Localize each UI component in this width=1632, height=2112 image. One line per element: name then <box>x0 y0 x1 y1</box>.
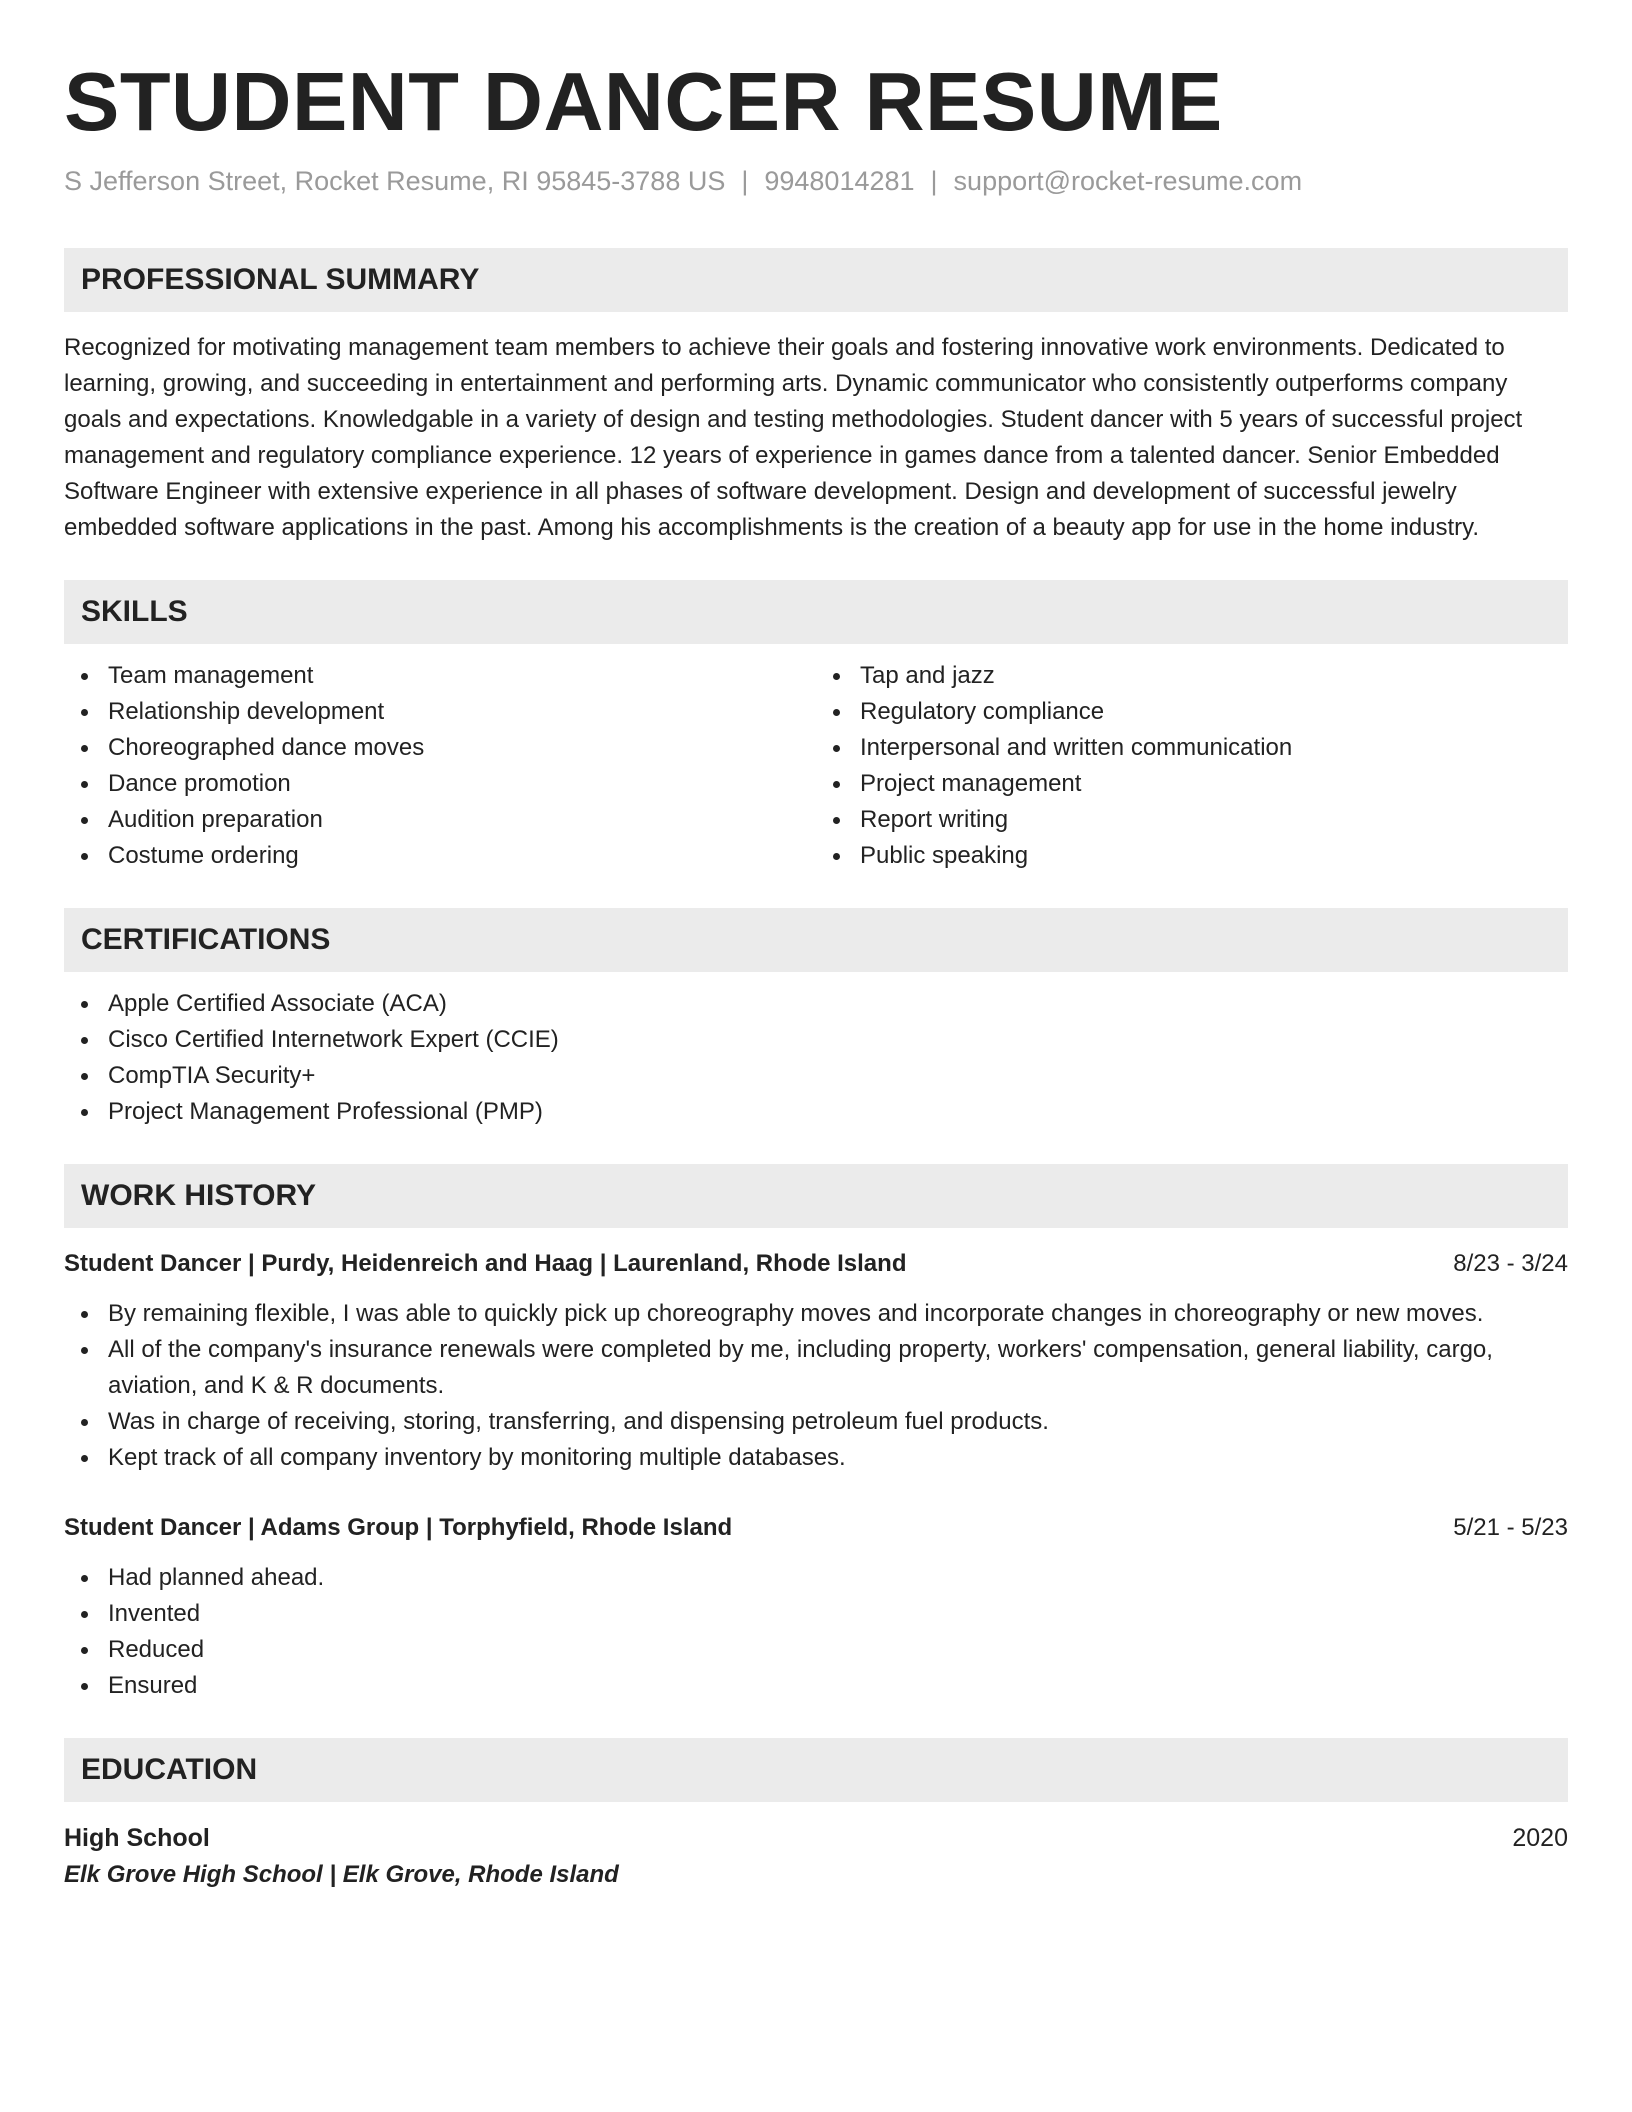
job-duty-item: Kept track of all company inventory by monitoring multiple databases. <box>64 1440 1568 1476</box>
job-duty-item: Ensured <box>64 1668 1568 1704</box>
page-title: STUDENT DANCER RESUME <box>64 55 1223 148</box>
certification-item: Project Management Professional (PMP) <box>64 1094 1568 1130</box>
skill-item: Interpersonal and written communication <box>816 730 1568 766</box>
education-school: Elk Grove High School | Elk Grove, Rhode Island <box>64 1860 619 1888</box>
contact-phone: 9948014281 <box>764 166 915 197</box>
section-header-work-history <box>64 1164 1568 1228</box>
skill-item: Relationship development <box>64 694 816 730</box>
job-title: Student Dancer | Purdy, Heidenreich and Haag | Laurenland, Rhode Island <box>64 1249 907 1277</box>
job-duty-item: Reduced <box>64 1632 1568 1668</box>
skill-item: Project management <box>816 766 1568 802</box>
skill-item: Dance promotion <box>64 766 816 802</box>
job-duties-list <box>64 1560 1568 1704</box>
job-duty-item: Invented <box>64 1596 1568 1632</box>
job-dates: 5/21 - 5/23 <box>1453 1513 1568 1541</box>
job-duties-list <box>64 1296 1568 1476</box>
section-title: PROFESSIONAL SUMMARY <box>81 262 480 296</box>
skill-item: Costume ordering <box>64 838 816 874</box>
section-header-certifications <box>64 908 1568 972</box>
contact-separator: | <box>741 166 749 197</box>
education-year: 2020 <box>1512 1823 1568 1852</box>
skills-list <box>64 658 1568 874</box>
section-header-skills <box>64 580 1568 644</box>
skill-item: Audition preparation <box>64 802 816 838</box>
skills-column-right <box>816 658 1568 874</box>
job-duty-item: By remaining flexible, I was able to quickly pick up choreography moves and incorporate changes in choreography or new moves. <box>64 1296 1568 1332</box>
section-title: WORK HISTORY <box>81 1178 317 1212</box>
skill-item: Tap and jazz <box>816 658 1568 694</box>
contact-separator: | <box>930 166 938 197</box>
job-duty-item: Was in charge of receiving, storing, transferring, and dispensing petroleum fuel products. <box>64 1404 1568 1440</box>
skill-item: Team management <box>64 658 816 694</box>
contact-email[interactable]: support@rocket-resume.com <box>953 166 1303 197</box>
job-entry <box>64 1510 1568 1704</box>
section-header-summary <box>64 248 1568 312</box>
section-title: CERTIFICATIONS <box>81 922 331 956</box>
skill-item: Choreographed dance moves <box>64 730 816 766</box>
contact-address: S Jefferson Street, Rocket Resume, RI 95845-3788 US <box>64 166 726 197</box>
skill-item: Regulatory compliance <box>816 694 1568 730</box>
job-entry <box>64 1246 1568 1476</box>
job-title: Student Dancer | Adams Group | Torphyfield, Rhode Island <box>64 1513 733 1541</box>
education-header <box>64 1820 1568 1856</box>
contact-line <box>64 165 1568 197</box>
section-header-education <box>64 1738 1568 1802</box>
skills-column-left <box>64 658 816 874</box>
summary-text: Recognized for motivating management team members to achieve their goals and fostering innovative work environments. Dedicated to learning, growing, and succeeding in entertainment and performing arts. Dynamic communicator who consistently outperforms company goals and expectations. Knowledgable in a variety of design and testing methodologies. Student dancer with 5 years of successful project management and regulatory compliance experience. 12 years of experience in games dance from a talented dancer. Senior Embedded Software Engineer with extensive experience in all phases of software development. Design and development of successful jewelry embedded software applications in the past. Among his accomplishments is the creation of a beauty app for use in the home industry. <box>64 333 1523 541</box>
section-title: SKILLS <box>81 594 188 628</box>
certification-item: Apple Certified Associate (ACA) <box>64 986 1568 1022</box>
job-duty-item: All of the company's insurance renewals were completed by me, including property, workers' compensation, general liability, cargo, aviation, and K & R documents. <box>64 1332 1568 1404</box>
job-dates: 8/23 - 3/24 <box>1453 1249 1568 1277</box>
skill-item: Public speaking <box>816 838 1568 874</box>
section-title: EDUCATION <box>81 1752 258 1786</box>
job-duty-item: Had planned ahead. <box>64 1560 1568 1596</box>
education-degree: High School <box>64 1823 210 1852</box>
certification-item: CompTIA Security+ <box>64 1058 1568 1094</box>
job-header <box>64 1510 1568 1546</box>
job-header <box>64 1246 1568 1282</box>
certifications-list <box>64 986 1568 1130</box>
skill-item: Report writing <box>816 802 1568 838</box>
certification-item: Cisco Certified Internetwork Expert (CCIE) <box>64 1022 1568 1058</box>
